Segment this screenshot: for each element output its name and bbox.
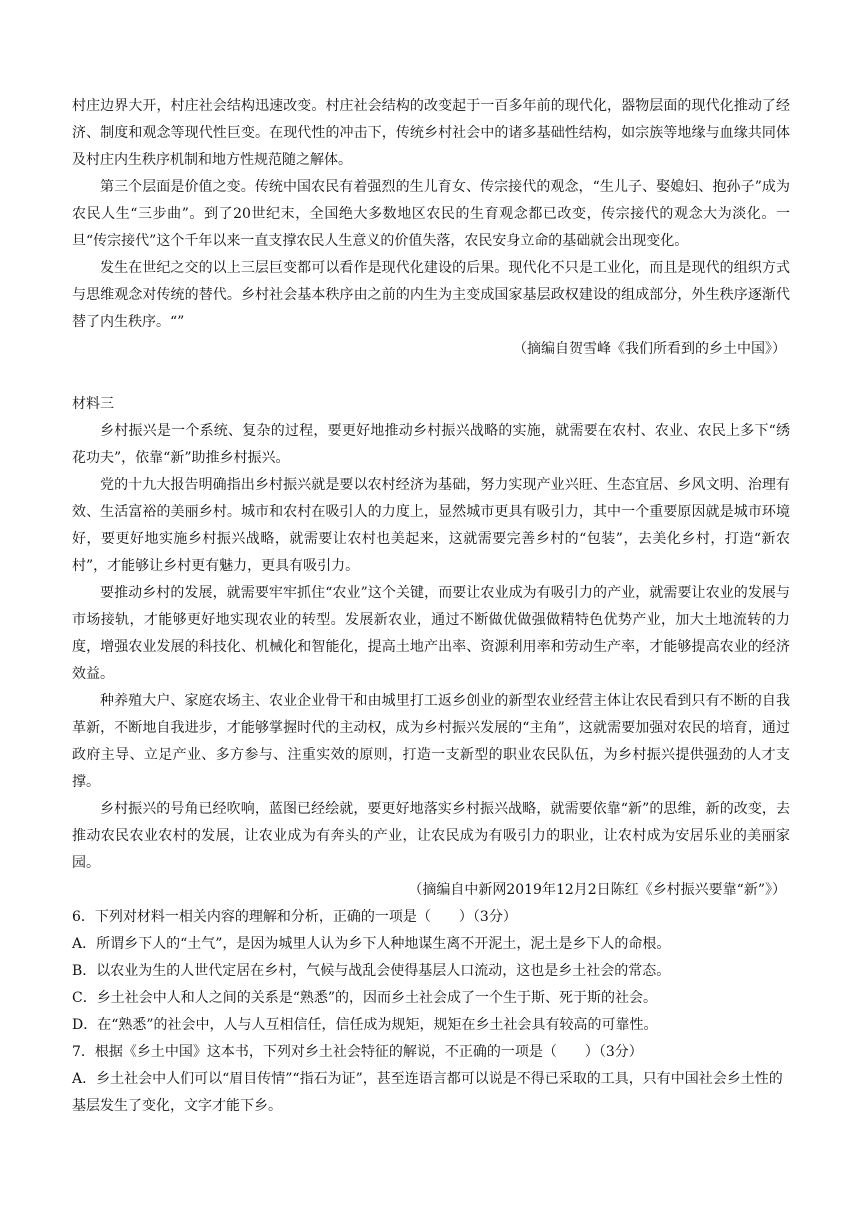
option-a: A．乡土社会中人们可以“眉目传情”“指石为证”，甚至连语言都可以说是不得已采取的工具，只有中国社会乡土性的基层发生了变化，文字才能下乡。 bbox=[72, 1071, 783, 1114]
paragraph: 乡村振兴是一个系统、复杂的过程，要更好地推动乡村振兴战略的实施，就需要在农村、农业、农民上多下“绣花功夫”，依靠“新”助推乡村振兴。 bbox=[72, 423, 790, 466]
material-two-tail bbox=[72, 93, 790, 363]
option-d: D．在“熟悉”的社会中，人与人互相信任，信任成为规矩，规矩在乡土社会具有较高的可靠性。 bbox=[72, 1017, 658, 1033]
paragraph: 要推动乡村的发展，就需要牢牢抓住“农业”这个关键，而要让农业成为有吸引力的产业，就需要让农业的发展与市场接轨，才能够更好地实现农业的转型。发展新农业，通过不断做优做强做精特色优势产业，加大土地流转的力度，增强农业发展的科技化、机械化和智能化，提高土地产出率、资源利用率和劳动生产率，才能够提高农业的经济效益。 bbox=[72, 585, 790, 682]
paragraph: 种养殖大户、家庭农场主、农业企业骨干和由城里打工返乡创业的新型农业经营主体让农民看到只有不断的自我革新，不断地自我进步，才能够掌握时代的主动权，成为乡村振兴发展的“主角”，这就需要加强对农民的培育，通过政府主导、立足产业、多方参与、注重实效的原则，打造一支新型的职业农民队伍，为乡村振兴提供强劲的人才支撑。 bbox=[72, 693, 790, 790]
section-heading: 材料三 bbox=[72, 396, 114, 412]
paragraph: 发生在世纪之交的以上三层巨变都可以看作是现代化建设的后果。现代化不只是工业化，而且是现代的组织方式与思维观念对传统的替代。乡村社会基本秩序由之前的内生为主变成国家基层政权建设的组成部分，外生秩序逐渐代替了内生秩序。“” bbox=[72, 260, 790, 330]
material-three bbox=[72, 391, 790, 904]
paragraph: 第三个层面是价值之变。传统中国农民有着强烈的生儿育女、传宗接代的观念，“生儿子、娶媳妇、抱孙子”成为农民人生“三步曲”。到了20世纪末，全国绝大多数地区农民的生育观念都已改变，传宗接代的观念大为淡化。一旦“传宗接代”这个千年以来一直支撑农民人生意义的价值失落，农民安身立命的基础就会出现变化。 bbox=[72, 179, 790, 249]
paragraph: 乡村振兴的号角已经吹响，蓝图已经绘就，要更好地落实乡村振兴战略，就需要依靠“新”的思维，新的改变，去推动农民农业农村的发展，让农业成为有奔头的产业，让农民成为有吸引力的职业，让农村成为安居乐业的美丽家园。 bbox=[72, 801, 790, 871]
paragraph: 村庄边界大开，村庄社会结构迅速改变。村庄社会结构的改变起于一百多年前的现代化，器物层面的现代化推动了经济、制度和观念等现代性巨变。在现代性的冲击下，传统乡村社会中的诸多基础性结构，如宗族等地缘与血缘共同体及村庄内生秩序机制和地方性规范随之解体。 bbox=[72, 98, 790, 168]
question-7 bbox=[72, 1039, 790, 1120]
source-citation: （摘编自中新网2019年12月2日陈红《乡村振兴要靠“新”》） bbox=[408, 882, 786, 898]
question-stem: 6．下列对材料一相关内容的理解和分析，正确的一项是（ ）（3分） bbox=[72, 909, 517, 925]
source-citation: （摘编自贺雪峰《我们所看到的乡土中国》） bbox=[513, 341, 786, 357]
paragraph: 党的十九大报告明确指出乡村振兴就是要以农村经济为基础，努力实现产业兴旺、生态宜居、乡风文明、治理有效、生活富裕的美丽乡村。城市和农村在吸引人的力度上，显然城市更具有吸引力，其中一个重要原因就是城市环境好，要更好地实施乡村振兴战略，就需要让农村也美起来，这就需要完善乡村的“包装”，去美化乡村，打造“新农村”，才能够让乡村更有魅力，更具有吸引力。 bbox=[72, 477, 790, 574]
option-b: B．以农业为生的人世代定居在乡村，气候与战乱会使得基层人口流动，这也是乡土社会的常态。 bbox=[72, 963, 671, 979]
question-6 bbox=[72, 904, 790, 1039]
question-stem: 7．根据《乡土中国》这本书，下列对乡土社会特征的解说，不正确的一项是（ ）（3分） bbox=[72, 1044, 643, 1060]
option-a: A．所谓乡下人的“土气”，是因为城里人认为乡下人种地谋生离不开泥土，泥土是乡下人的命根。 bbox=[72, 936, 671, 952]
option-c: C．乡土社会中人和人之间的关系是“熟悉”的，因而乡土社会成了一个生于斯、死于斯的社会。 bbox=[72, 990, 658, 1006]
